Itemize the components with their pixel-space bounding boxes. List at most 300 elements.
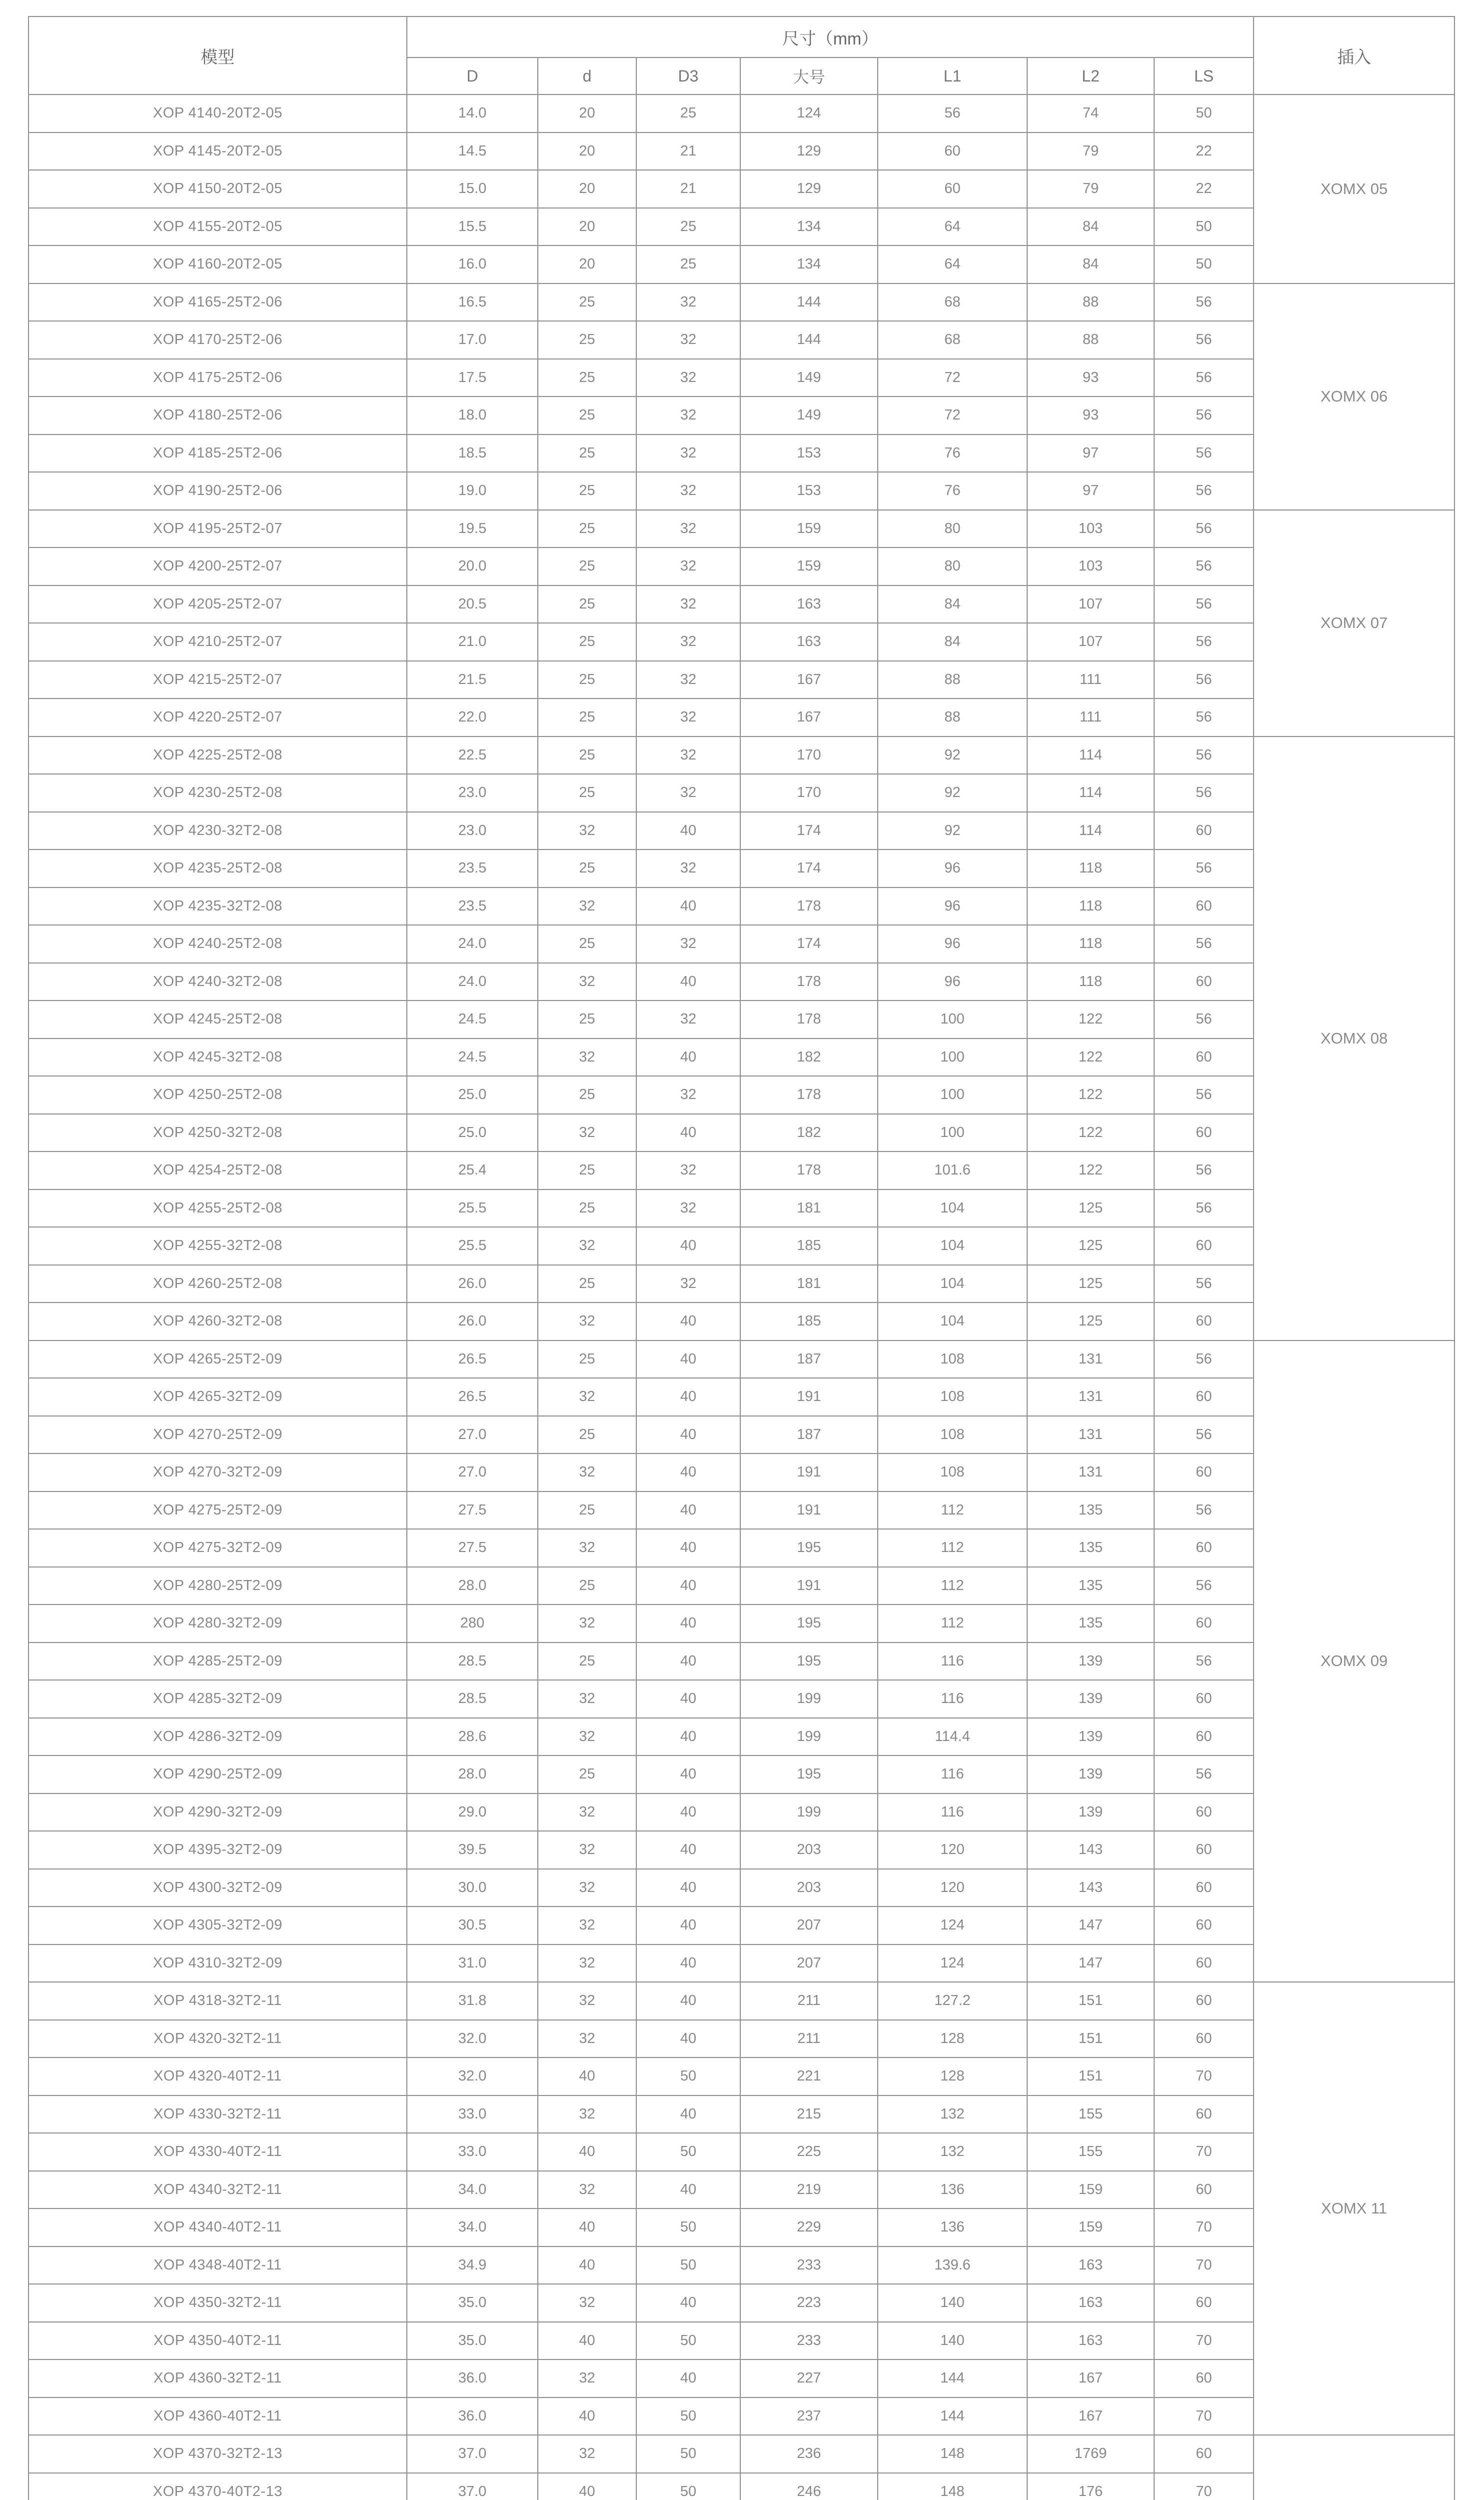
cell-D3: 32 — [636, 548, 740, 586]
cell-d: 25 — [538, 510, 636, 548]
cell-d: 20 — [538, 246, 636, 284]
cell-D3: 40 — [636, 963, 740, 1001]
header-insert: 插入 — [1254, 16, 1455, 94]
cell-D: 24.5 — [407, 1038, 538, 1076]
cell-L2: 139 — [1027, 1680, 1154, 1718]
cell-large: 187 — [740, 1340, 878, 1378]
cell-D3: 21 — [636, 132, 740, 170]
cell-model: XOP 4220-25T2-07 — [28, 698, 407, 736]
cell-LS: 56 — [1154, 1642, 1254, 1680]
cell-D: 19.5 — [407, 510, 538, 548]
cell-L1: 64 — [878, 208, 1027, 246]
cell-L2: 118 — [1027, 925, 1154, 963]
cell-L2: 84 — [1027, 246, 1154, 284]
cell-L2: 122 — [1027, 1038, 1154, 1076]
table-row — [28, 2020, 1455, 2058]
cell-L1: 100 — [878, 1076, 1027, 1114]
table-row — [28, 623, 1455, 661]
cell-model: XOP 4170-25T2-06 — [28, 321, 407, 359]
table-row — [28, 586, 1455, 624]
cell-L1: 128 — [878, 2058, 1027, 2096]
cell-large: 178 — [740, 888, 878, 926]
cell-L1: 60 — [878, 170, 1027, 208]
cell-D: 17.0 — [407, 321, 538, 359]
cell-d: 32 — [538, 1454, 636, 1492]
cell-LS: 56 — [1154, 321, 1254, 359]
cell-D3: 40 — [636, 1567, 740, 1605]
cell-large: 187 — [740, 1416, 878, 1454]
cell-L1: 116 — [878, 1794, 1027, 1832]
cell-L1: 76 — [878, 434, 1027, 472]
cell-L1: 96 — [878, 963, 1027, 1001]
cell-model: XOP 4318-32T2-11 — [28, 1982, 407, 2020]
cell-model: XOP 4215-25T2-07 — [28, 661, 407, 699]
cell-L1: 68 — [878, 284, 1027, 322]
cell-LS: 60 — [1154, 2171, 1254, 2209]
cell-L1: 116 — [878, 1642, 1027, 1680]
cell-D: 30.0 — [407, 1869, 538, 1907]
cell-LS: 70 — [1154, 2133, 1254, 2171]
cell-D: 26.5 — [407, 1340, 538, 1378]
cell-D3: 40 — [636, 1492, 740, 1530]
cell-large: 124 — [740, 94, 878, 132]
cell-large: 237 — [740, 2398, 878, 2436]
cell-D3: 40 — [636, 1038, 740, 1076]
cell-model: XOP 4230-25T2-08 — [28, 774, 407, 812]
cell-LS: 60 — [1154, 1794, 1254, 1832]
header-row-top — [28, 16, 1455, 58]
cell-LS: 60 — [1154, 2360, 1254, 2398]
cell-L2: 84 — [1027, 208, 1154, 246]
cell-D: 39.5 — [407, 1831, 538, 1869]
cell-L1: 100 — [878, 1038, 1027, 1076]
cell-D3: 40 — [636, 1340, 740, 1378]
cell-D3: 40 — [636, 1794, 740, 1832]
cell-D: 17.5 — [407, 359, 538, 397]
cell-LS: 56 — [1154, 1756, 1254, 1794]
cell-D: 280 — [407, 1604, 538, 1642]
cell-model: XOP 4250-32T2-08 — [28, 1114, 407, 1152]
cell-d: 25 — [538, 1642, 636, 1680]
cell-model: XOP 4305-32T2-09 — [28, 1906, 407, 1944]
cell-LS: 56 — [1154, 925, 1254, 963]
cell-D3: 40 — [636, 1529, 740, 1567]
cell-d: 40 — [538, 2133, 636, 2171]
cell-L2: 122 — [1027, 1114, 1154, 1152]
cell-D3: 50 — [636, 2133, 740, 2171]
cell-D3: 32 — [636, 434, 740, 472]
cell-large: 199 — [740, 1680, 878, 1718]
cell-model: XOP 4280-32T2-09 — [28, 1604, 407, 1642]
cell-LS: 50 — [1154, 246, 1254, 284]
cell-model: XOP 4270-32T2-09 — [28, 1454, 407, 1492]
cell-D: 31.8 — [407, 1982, 538, 2020]
cell-L2: 97 — [1027, 434, 1154, 472]
cell-D: 22.0 — [407, 698, 538, 736]
insert-cell: XOMX 09 — [1254, 1340, 1455, 1982]
cell-LS: 60 — [1154, 1869, 1254, 1907]
cell-large: 178 — [740, 1000, 878, 1038]
table-row — [28, 284, 1455, 322]
cell-model: XOP 4370-32T2-13 — [28, 2435, 407, 2473]
cell-D3: 32 — [636, 359, 740, 397]
cell-large: 195 — [740, 1604, 878, 1642]
cell-model: XOP 4320-40T2-11 — [28, 2058, 407, 2096]
cell-model: XOP 4210-25T2-07 — [28, 623, 407, 661]
table-row — [28, 1492, 1455, 1530]
cell-L2: 1769 — [1027, 2435, 1154, 2473]
table-row — [28, 548, 1455, 586]
cell-D3: 40 — [636, 2360, 740, 2398]
cell-model: XOP 4310-32T2-09 — [28, 1944, 407, 1982]
cell-large: 178 — [740, 963, 878, 1001]
cell-D: 23.5 — [407, 850, 538, 888]
insert-cell: XOMX 07 — [1254, 510, 1455, 736]
cell-LS: 70 — [1154, 2322, 1254, 2360]
cell-D3: 32 — [636, 472, 740, 510]
cell-D: 30.5 — [407, 1906, 538, 1944]
cell-large: 182 — [740, 1038, 878, 1076]
cell-D3: 40 — [636, 1227, 740, 1265]
cell-D: 28.6 — [407, 1718, 538, 1756]
header-col-LS: LS — [1154, 58, 1254, 94]
cell-D: 19.0 — [407, 472, 538, 510]
cell-d: 32 — [538, 1680, 636, 1718]
cell-model: XOP 4275-32T2-09 — [28, 1529, 407, 1567]
cell-L2: 118 — [1027, 963, 1154, 1001]
cell-d: 25 — [538, 359, 636, 397]
cell-large: 181 — [740, 1265, 878, 1303]
table-row — [28, 434, 1455, 472]
cell-LS: 60 — [1154, 1378, 1254, 1416]
cell-D3: 40 — [636, 1718, 740, 1756]
cell-d: 40 — [538, 2208, 636, 2246]
cell-L1: 108 — [878, 1454, 1027, 1492]
cell-d: 32 — [538, 2020, 636, 2058]
cell-large: 219 — [740, 2171, 878, 2209]
cell-d: 32 — [538, 1982, 636, 2020]
cell-d: 40 — [538, 2058, 636, 2096]
cell-L2: 155 — [1027, 2133, 1154, 2171]
cell-L1: 72 — [878, 396, 1027, 434]
cell-L2: 139 — [1027, 1756, 1154, 1794]
cell-d: 25 — [538, 1567, 636, 1605]
cell-d: 25 — [538, 774, 636, 812]
table-row — [28, 2246, 1455, 2284]
cell-large: 163 — [740, 623, 878, 661]
cell-LS: 70 — [1154, 2058, 1254, 2096]
cell-D3: 40 — [636, 888, 740, 926]
cell-D: 36.0 — [407, 2360, 538, 2398]
cell-D3: 40 — [636, 1944, 740, 1982]
cell-LS: 56 — [1154, 284, 1254, 322]
cell-D3: 40 — [636, 1604, 740, 1642]
table-row — [28, 1454, 1455, 1492]
cell-LS: 56 — [1154, 586, 1254, 624]
cell-d: 25 — [538, 284, 636, 322]
cell-D: 20.5 — [407, 586, 538, 624]
cell-L1: 136 — [878, 2171, 1027, 2209]
cell-L2: 88 — [1027, 321, 1154, 359]
cell-L2: 167 — [1027, 2398, 1154, 2436]
cell-L2: 74 — [1027, 94, 1154, 132]
cell-model: XOP 4280-25T2-09 — [28, 1567, 407, 1605]
cell-L1: 92 — [878, 736, 1027, 774]
table-row — [28, 1604, 1455, 1642]
cell-d: 25 — [538, 661, 636, 699]
cell-L1: 88 — [878, 661, 1027, 699]
cell-LS: 60 — [1154, 1982, 1254, 2020]
cell-D: 14.0 — [407, 94, 538, 132]
cell-L2: 143 — [1027, 1869, 1154, 1907]
cell-large: 195 — [740, 1756, 878, 1794]
spec-table — [28, 16, 1455, 2500]
cell-L2: 103 — [1027, 510, 1154, 548]
cell-D: 20.0 — [407, 548, 538, 586]
cell-large: 195 — [740, 1529, 878, 1567]
cell-L1: 64 — [878, 246, 1027, 284]
cell-LS: 56 — [1154, 1000, 1254, 1038]
cell-L1: 112 — [878, 1529, 1027, 1567]
cell-L2: 122 — [1027, 1000, 1154, 1038]
cell-d: 32 — [538, 1378, 636, 1416]
cell-model: XOP 4260-32T2-08 — [28, 1302, 407, 1340]
cell-D: 24.5 — [407, 1000, 538, 1038]
cell-L2: 131 — [1027, 1454, 1154, 1492]
cell-D3: 50 — [636, 2322, 740, 2360]
cell-L1: 88 — [878, 698, 1027, 736]
cell-D3: 32 — [636, 1190, 740, 1228]
cell-large: 191 — [740, 1454, 878, 1492]
cell-L2: 176 — [1027, 2473, 1154, 2500]
cell-d: 40 — [538, 2322, 636, 2360]
table-row — [28, 1038, 1455, 1076]
table-row — [28, 94, 1455, 132]
cell-model: XOP 4230-32T2-08 — [28, 812, 407, 850]
header-dimensions: 尺寸（mm） — [407, 16, 1254, 58]
cell-LS: 56 — [1154, 1340, 1254, 1378]
cell-d: 32 — [538, 2096, 636, 2134]
table-row — [28, 1567, 1455, 1605]
table-row — [28, 774, 1455, 812]
cell-L2: 114 — [1027, 736, 1154, 774]
cell-model: XOP 4225-25T2-08 — [28, 736, 407, 774]
cell-d: 25 — [538, 1000, 636, 1038]
cell-L2: 163 — [1027, 2322, 1154, 2360]
cell-model: XOP 4190-25T2-06 — [28, 472, 407, 510]
cell-d: 25 — [538, 1492, 636, 1530]
cell-D3: 32 — [636, 284, 740, 322]
insert-cell: XOMX 05 — [1254, 94, 1455, 284]
cell-D3: 32 — [636, 736, 740, 774]
table-row — [28, 1000, 1455, 1038]
insert-cell: XOMX 08 — [1254, 736, 1455, 1340]
cell-model: XOP 4270-25T2-09 — [28, 1416, 407, 1454]
cell-D3: 40 — [636, 1642, 740, 1680]
cell-large: 167 — [740, 661, 878, 699]
cell-D3: 40 — [636, 2096, 740, 2134]
cell-L2: 93 — [1027, 396, 1154, 434]
cell-d: 32 — [538, 1906, 636, 1944]
cell-D: 37.0 — [407, 2473, 538, 2500]
cell-LS: 56 — [1154, 359, 1254, 397]
cell-D3: 50 — [636, 2398, 740, 2436]
cell-d: 25 — [538, 736, 636, 774]
table-row — [28, 1076, 1455, 1114]
cell-d: 32 — [538, 1831, 636, 1869]
cell-L2: 125 — [1027, 1190, 1154, 1228]
cell-L1: 108 — [878, 1416, 1027, 1454]
cell-L1: 104 — [878, 1227, 1027, 1265]
cell-D: 26.5 — [407, 1378, 538, 1416]
cell-D3: 40 — [636, 1454, 740, 1492]
cell-d: 40 — [538, 2398, 636, 2436]
cell-L1: 144 — [878, 2398, 1027, 2436]
insert-cell — [1254, 2435, 1455, 2500]
cell-D: 15.0 — [407, 170, 538, 208]
cell-L1: 108 — [878, 1340, 1027, 1378]
cell-L1: 140 — [878, 2322, 1027, 2360]
header-col-D: D — [407, 58, 538, 94]
cell-D3: 40 — [636, 1680, 740, 1718]
table-row — [28, 1265, 1455, 1303]
cell-LS: 60 — [1154, 2096, 1254, 2134]
cell-large: 233 — [740, 2322, 878, 2360]
cell-L1: 112 — [878, 1567, 1027, 1605]
cell-L1: 108 — [878, 1378, 1027, 1416]
cell-LS: 60 — [1154, 1718, 1254, 1756]
cell-D3: 32 — [636, 661, 740, 699]
cell-d: 20 — [538, 132, 636, 170]
cell-d: 25 — [538, 548, 636, 586]
cell-L2: 122 — [1027, 1152, 1154, 1190]
cell-model: XOP 4255-25T2-08 — [28, 1190, 407, 1228]
table-row — [28, 1340, 1455, 1378]
cell-D: 37.0 — [407, 2435, 538, 2473]
cell-D: 23.0 — [407, 774, 538, 812]
cell-D: 32.0 — [407, 2058, 538, 2096]
cell-LS: 50 — [1154, 208, 1254, 246]
cell-L1: 127.2 — [878, 1982, 1027, 2020]
cell-D3: 40 — [636, 2171, 740, 2209]
cell-large: 174 — [740, 925, 878, 963]
cell-large: 236 — [740, 2435, 878, 2473]
cell-large: 229 — [740, 2208, 878, 2246]
cell-D3: 21 — [636, 170, 740, 208]
cell-model: XOP 4205-25T2-07 — [28, 586, 407, 624]
header-model: 模型 — [28, 16, 407, 94]
cell-model: XOP 4360-32T2-11 — [28, 2360, 407, 2398]
cell-D3: 40 — [636, 1756, 740, 1794]
table-row — [28, 812, 1455, 850]
cell-model: XOP 4350-32T2-11 — [28, 2284, 407, 2322]
cell-L1: 68 — [878, 321, 1027, 359]
cell-model: XOP 4175-25T2-06 — [28, 359, 407, 397]
table-row — [28, 396, 1455, 434]
cell-d: 25 — [538, 623, 636, 661]
table-row — [28, 2360, 1455, 2398]
cell-D3: 40 — [636, 2284, 740, 2322]
cell-large: 191 — [740, 1567, 878, 1605]
header-col-D3: D3 — [636, 58, 740, 94]
cell-LS: 56 — [1154, 472, 1254, 510]
cell-L1: 84 — [878, 623, 1027, 661]
cell-D3: 50 — [636, 2435, 740, 2473]
cell-large: 144 — [740, 284, 878, 322]
cell-LS: 50 — [1154, 94, 1254, 132]
table-row — [28, 2208, 1455, 2246]
cell-L1: 56 — [878, 94, 1027, 132]
cell-large: 129 — [740, 170, 878, 208]
cell-model: XOP 4300-32T2-09 — [28, 1869, 407, 1907]
cell-model: XOP 4165-25T2-06 — [28, 284, 407, 322]
cell-L1: 148 — [878, 2435, 1027, 2473]
cell-L2: 125 — [1027, 1227, 1154, 1265]
table-row — [28, 1152, 1455, 1190]
table-row — [28, 888, 1455, 926]
table-row — [28, 132, 1455, 170]
cell-D: 27.5 — [407, 1529, 538, 1567]
cell-large: 153 — [740, 434, 878, 472]
cell-D3: 40 — [636, 1416, 740, 1454]
cell-large: 207 — [740, 1906, 878, 1944]
cell-D: 29.0 — [407, 1794, 538, 1832]
cell-L2: 163 — [1027, 2246, 1154, 2284]
cell-model: XOP 4330-32T2-11 — [28, 2096, 407, 2134]
table-row — [28, 1680, 1455, 1718]
table-row — [28, 1906, 1455, 1944]
cell-d: 25 — [538, 586, 636, 624]
cell-L1: 100 — [878, 1000, 1027, 1038]
table-row — [28, 1378, 1455, 1416]
cell-D3: 32 — [636, 510, 740, 548]
cell-L2: 107 — [1027, 586, 1154, 624]
header-col-d: d — [538, 58, 636, 94]
cell-L1: 92 — [878, 812, 1027, 850]
cell-D3: 40 — [636, 2020, 740, 2058]
cell-LS: 70 — [1154, 2473, 1254, 2500]
table-row — [28, 2133, 1455, 2171]
cell-D: 35.0 — [407, 2322, 538, 2360]
cell-d: 25 — [538, 434, 636, 472]
cell-LS: 70 — [1154, 2398, 1254, 2436]
cell-model: XOP 4340-32T2-11 — [28, 2171, 407, 2209]
table-row — [28, 2322, 1455, 2360]
cell-large: 233 — [740, 2246, 878, 2284]
cell-L2: 88 — [1027, 284, 1154, 322]
cell-model: XOP 4260-25T2-08 — [28, 1265, 407, 1303]
cell-large: 182 — [740, 1114, 878, 1152]
cell-large: 178 — [740, 1076, 878, 1114]
cell-LS: 60 — [1154, 1529, 1254, 1567]
cell-d: 20 — [538, 170, 636, 208]
cell-LS: 56 — [1154, 510, 1254, 548]
cell-model: XOP 4155-20T2-05 — [28, 208, 407, 246]
cell-D: 33.0 — [407, 2096, 538, 2134]
cell-L2: 143 — [1027, 1831, 1154, 1869]
cell-d: 25 — [538, 1152, 636, 1190]
cell-d: 25 — [538, 396, 636, 434]
insert-cell: XOMX 11 — [1254, 1982, 1455, 2435]
cell-D3: 32 — [636, 1000, 740, 1038]
cell-D3: 40 — [636, 1114, 740, 1152]
cell-D: 35.0 — [407, 2284, 538, 2322]
cell-L1: 128 — [878, 2020, 1027, 2058]
cell-L1: 148 — [878, 2473, 1027, 2500]
cell-LS: 56 — [1154, 434, 1254, 472]
cell-d: 25 — [538, 1076, 636, 1114]
table-row — [28, 736, 1455, 774]
